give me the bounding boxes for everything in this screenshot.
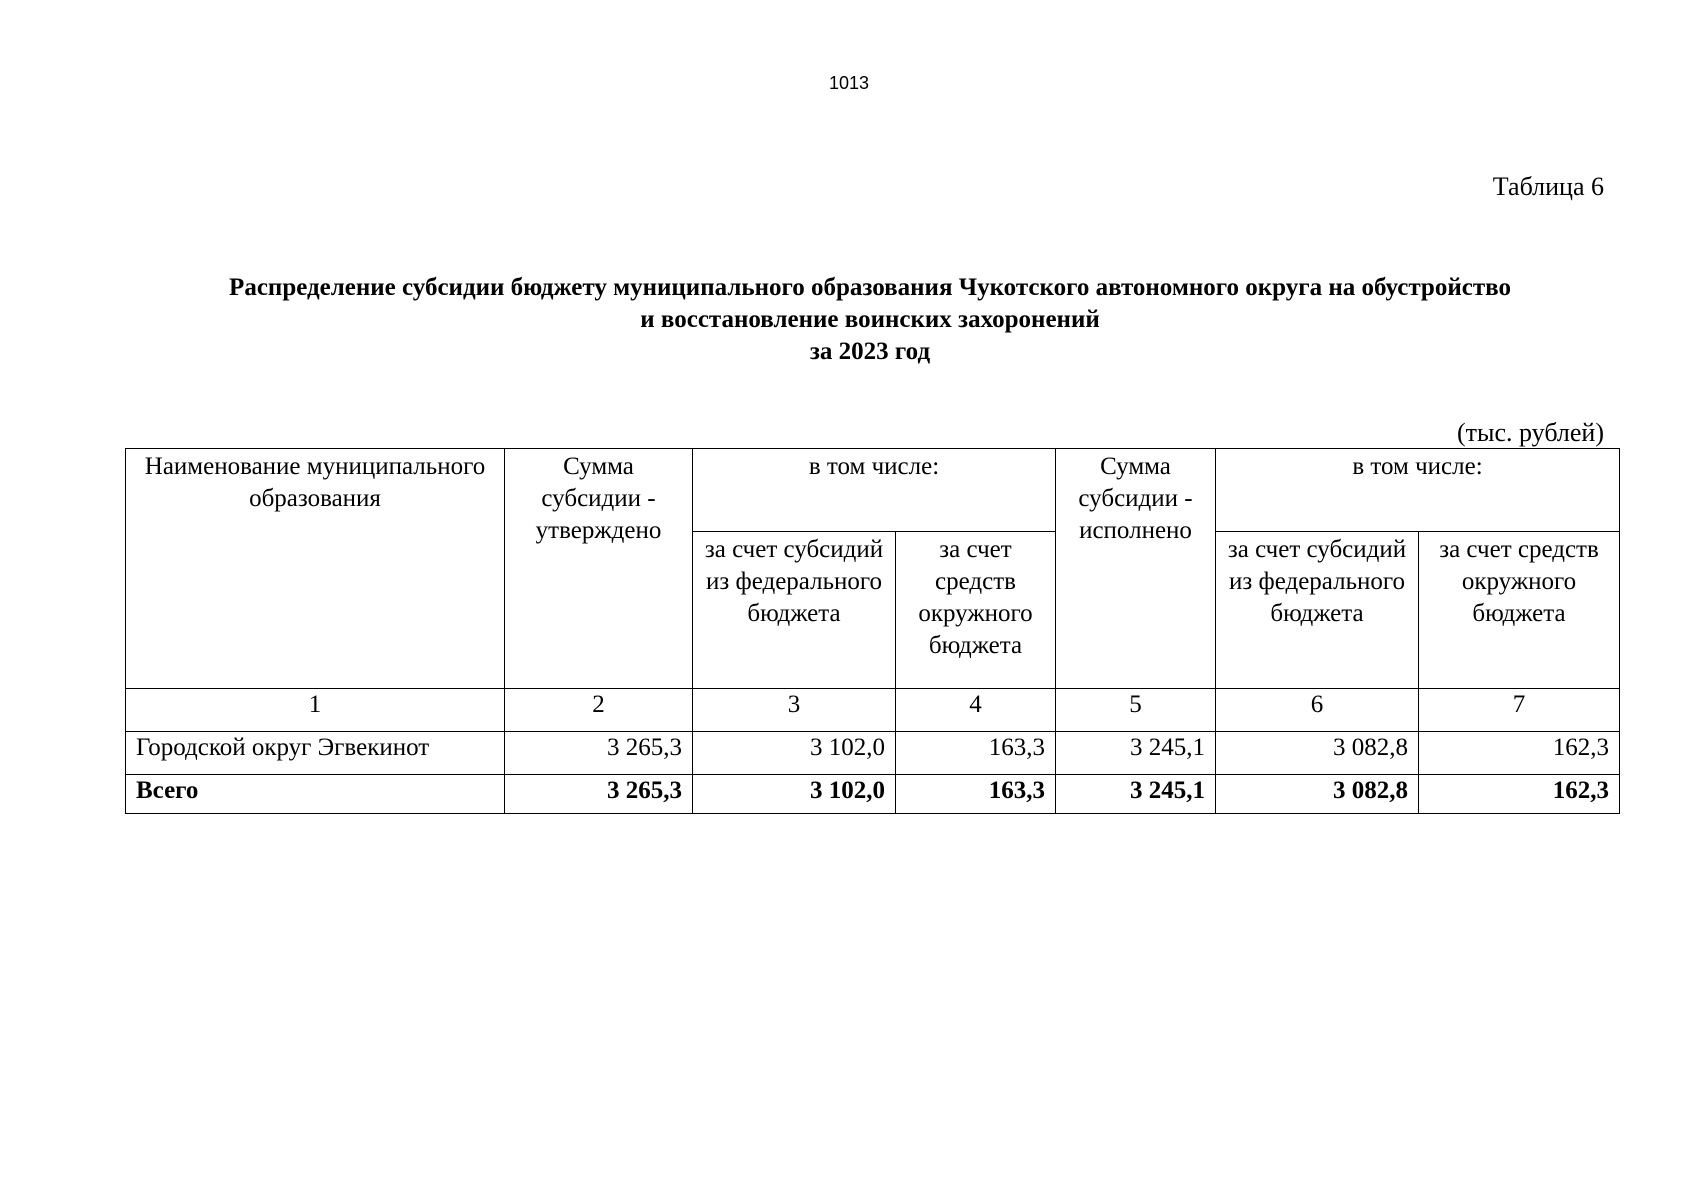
header-federal-2: за счет субсидий из федерального бюджета bbox=[1216, 532, 1419, 689]
header-okrug-2: за счет средств окружного бюджета bbox=[1419, 532, 1620, 689]
row-name: Городской округ Эгвекинот bbox=[126, 732, 505, 775]
column-number: 1 bbox=[126, 689, 505, 732]
total-row bbox=[126, 775, 1620, 814]
total-value: 3 102,0 bbox=[693, 775, 896, 814]
total-value: 162,3 bbox=[1419, 775, 1620, 814]
column-number-row bbox=[126, 689, 1620, 732]
table-row bbox=[126, 732, 1620, 775]
row-value: 162,3 bbox=[1419, 732, 1620, 775]
header-federal-1: за счет субсидий из федерального бюджета bbox=[693, 532, 896, 689]
header-including-2: в том числе: bbox=[1216, 449, 1620, 532]
table-label: Таблица 6 bbox=[1492, 172, 1604, 201]
total-value: 3 265,3 bbox=[505, 775, 693, 814]
title-line-1: Распределение субсидии бюджету муниципального образования Чукотского автономного округа на обустройство bbox=[229, 274, 1511, 301]
units-note: (тыс. рублей) bbox=[1456, 418, 1604, 447]
row-value: 163,3 bbox=[896, 732, 1056, 775]
header-including-1: в том числе: bbox=[693, 449, 1056, 532]
title-line-3: за 2023 год bbox=[809, 338, 931, 365]
column-number: 4 bbox=[896, 689, 1056, 732]
total-value: 3 082,8 bbox=[1216, 775, 1419, 814]
title-line-2: и восстановление воинских захоронений bbox=[640, 306, 1100, 333]
subsidy-table bbox=[125, 448, 1620, 814]
header-name: Наименование муниципального образования bbox=[126, 449, 505, 689]
column-number: 2 bbox=[505, 689, 693, 732]
page-number: 1013 bbox=[828, 73, 870, 93]
column-number: 7 bbox=[1419, 689, 1620, 732]
document-title bbox=[120, 272, 1620, 368]
column-number: 6 bbox=[1216, 689, 1419, 732]
total-value: 163,3 bbox=[896, 775, 1056, 814]
row-value: 3 102,0 bbox=[693, 732, 896, 775]
header-okrug-1: за счет средств окружного бюджета bbox=[896, 532, 1056, 689]
row-value: 3 082,8 bbox=[1216, 732, 1419, 775]
header-executed: Сумма субсидии - исполнено bbox=[1056, 449, 1216, 689]
row-value: 3 265,3 bbox=[505, 732, 693, 775]
column-number: 5 bbox=[1056, 689, 1216, 732]
total-value: 3 245,1 bbox=[1056, 775, 1216, 814]
row-value: 3 245,1 bbox=[1056, 732, 1216, 775]
header-approved: Сумма субсидии - утверждено bbox=[505, 449, 693, 689]
column-number: 3 bbox=[693, 689, 896, 732]
header-row-1 bbox=[126, 449, 1620, 532]
total-label: Всего bbox=[126, 775, 505, 814]
